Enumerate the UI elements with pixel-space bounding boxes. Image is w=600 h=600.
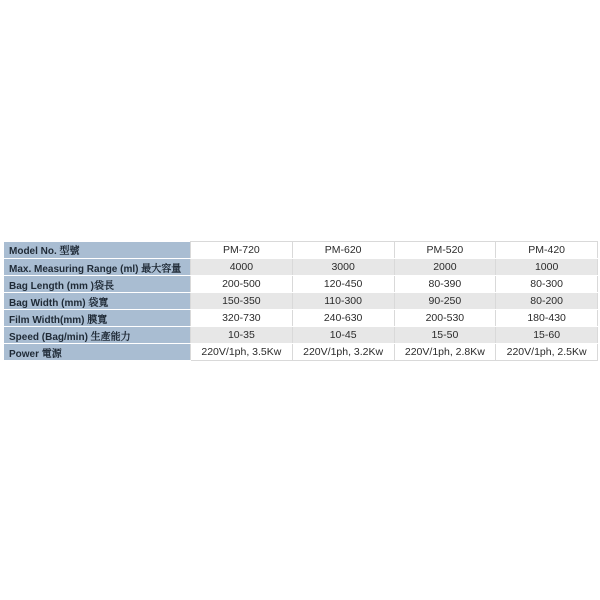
model-pm-520: PM-520 xyxy=(394,242,496,259)
table-cell: 4000 xyxy=(191,259,293,276)
table-cell: 80-300 xyxy=(496,276,598,293)
table-cell: 3000 xyxy=(292,259,394,276)
model-pm-420: PM-420 xyxy=(496,242,598,259)
table-cell: 90-250 xyxy=(394,293,496,310)
row-label-power: Power 電源 xyxy=(4,344,191,361)
table-cell: 80-200 xyxy=(496,293,598,310)
table-row xyxy=(4,259,598,276)
table-cell: 220V/1ph, 2.5Kw xyxy=(496,344,598,361)
table-cell: 120-450 xyxy=(292,276,394,293)
table-cell: 220V/1ph, 3.2Kw xyxy=(292,344,394,361)
model-pm-720: PM-720 xyxy=(191,242,293,259)
table-cell: 80-390 xyxy=(394,276,496,293)
table-row xyxy=(4,344,598,361)
table-cell: 220V/1ph, 3.5Kw xyxy=(191,344,293,361)
table-cell: 15-60 xyxy=(496,327,598,344)
table-row xyxy=(4,327,598,344)
table-cell: 200-530 xyxy=(394,310,496,327)
table-cell: 320-730 xyxy=(191,310,293,327)
table-row xyxy=(4,276,598,293)
table-cell: 220V/1ph, 2.8Kw xyxy=(394,344,496,361)
table-header-row xyxy=(4,242,598,259)
table-cell: 200-500 xyxy=(191,276,293,293)
table-row xyxy=(4,293,598,310)
table-cell: 10-45 xyxy=(292,327,394,344)
row-label-film-width: Film Width(mm) 膜寬 xyxy=(4,310,191,327)
row-label-speed: Speed (Bag/min) 生產能力 xyxy=(4,327,191,344)
table-cell: 150-350 xyxy=(191,293,293,310)
table-cell: 10-35 xyxy=(191,327,293,344)
table-cell: 240-630 xyxy=(292,310,394,327)
row-label-max-measuring-range: Max. Measuring Range (ml) 最大容量 xyxy=(4,259,191,276)
spec-table xyxy=(4,241,598,361)
table-cell: 180-430 xyxy=(496,310,598,327)
table-cell: 15-50 xyxy=(394,327,496,344)
table-cell: 110-300 xyxy=(292,293,394,310)
row-label-bag-width: Bag Width (mm) 袋寬 xyxy=(4,293,191,310)
table-cell: 1000 xyxy=(496,259,598,276)
row-label-bag-length: Bag Length (mm )袋長 xyxy=(4,276,191,293)
table-cell: 2000 xyxy=(394,259,496,276)
model-pm-620: PM-620 xyxy=(292,242,394,259)
row-label-model-no: Model No. 型號 xyxy=(4,242,191,259)
table-row xyxy=(4,310,598,327)
